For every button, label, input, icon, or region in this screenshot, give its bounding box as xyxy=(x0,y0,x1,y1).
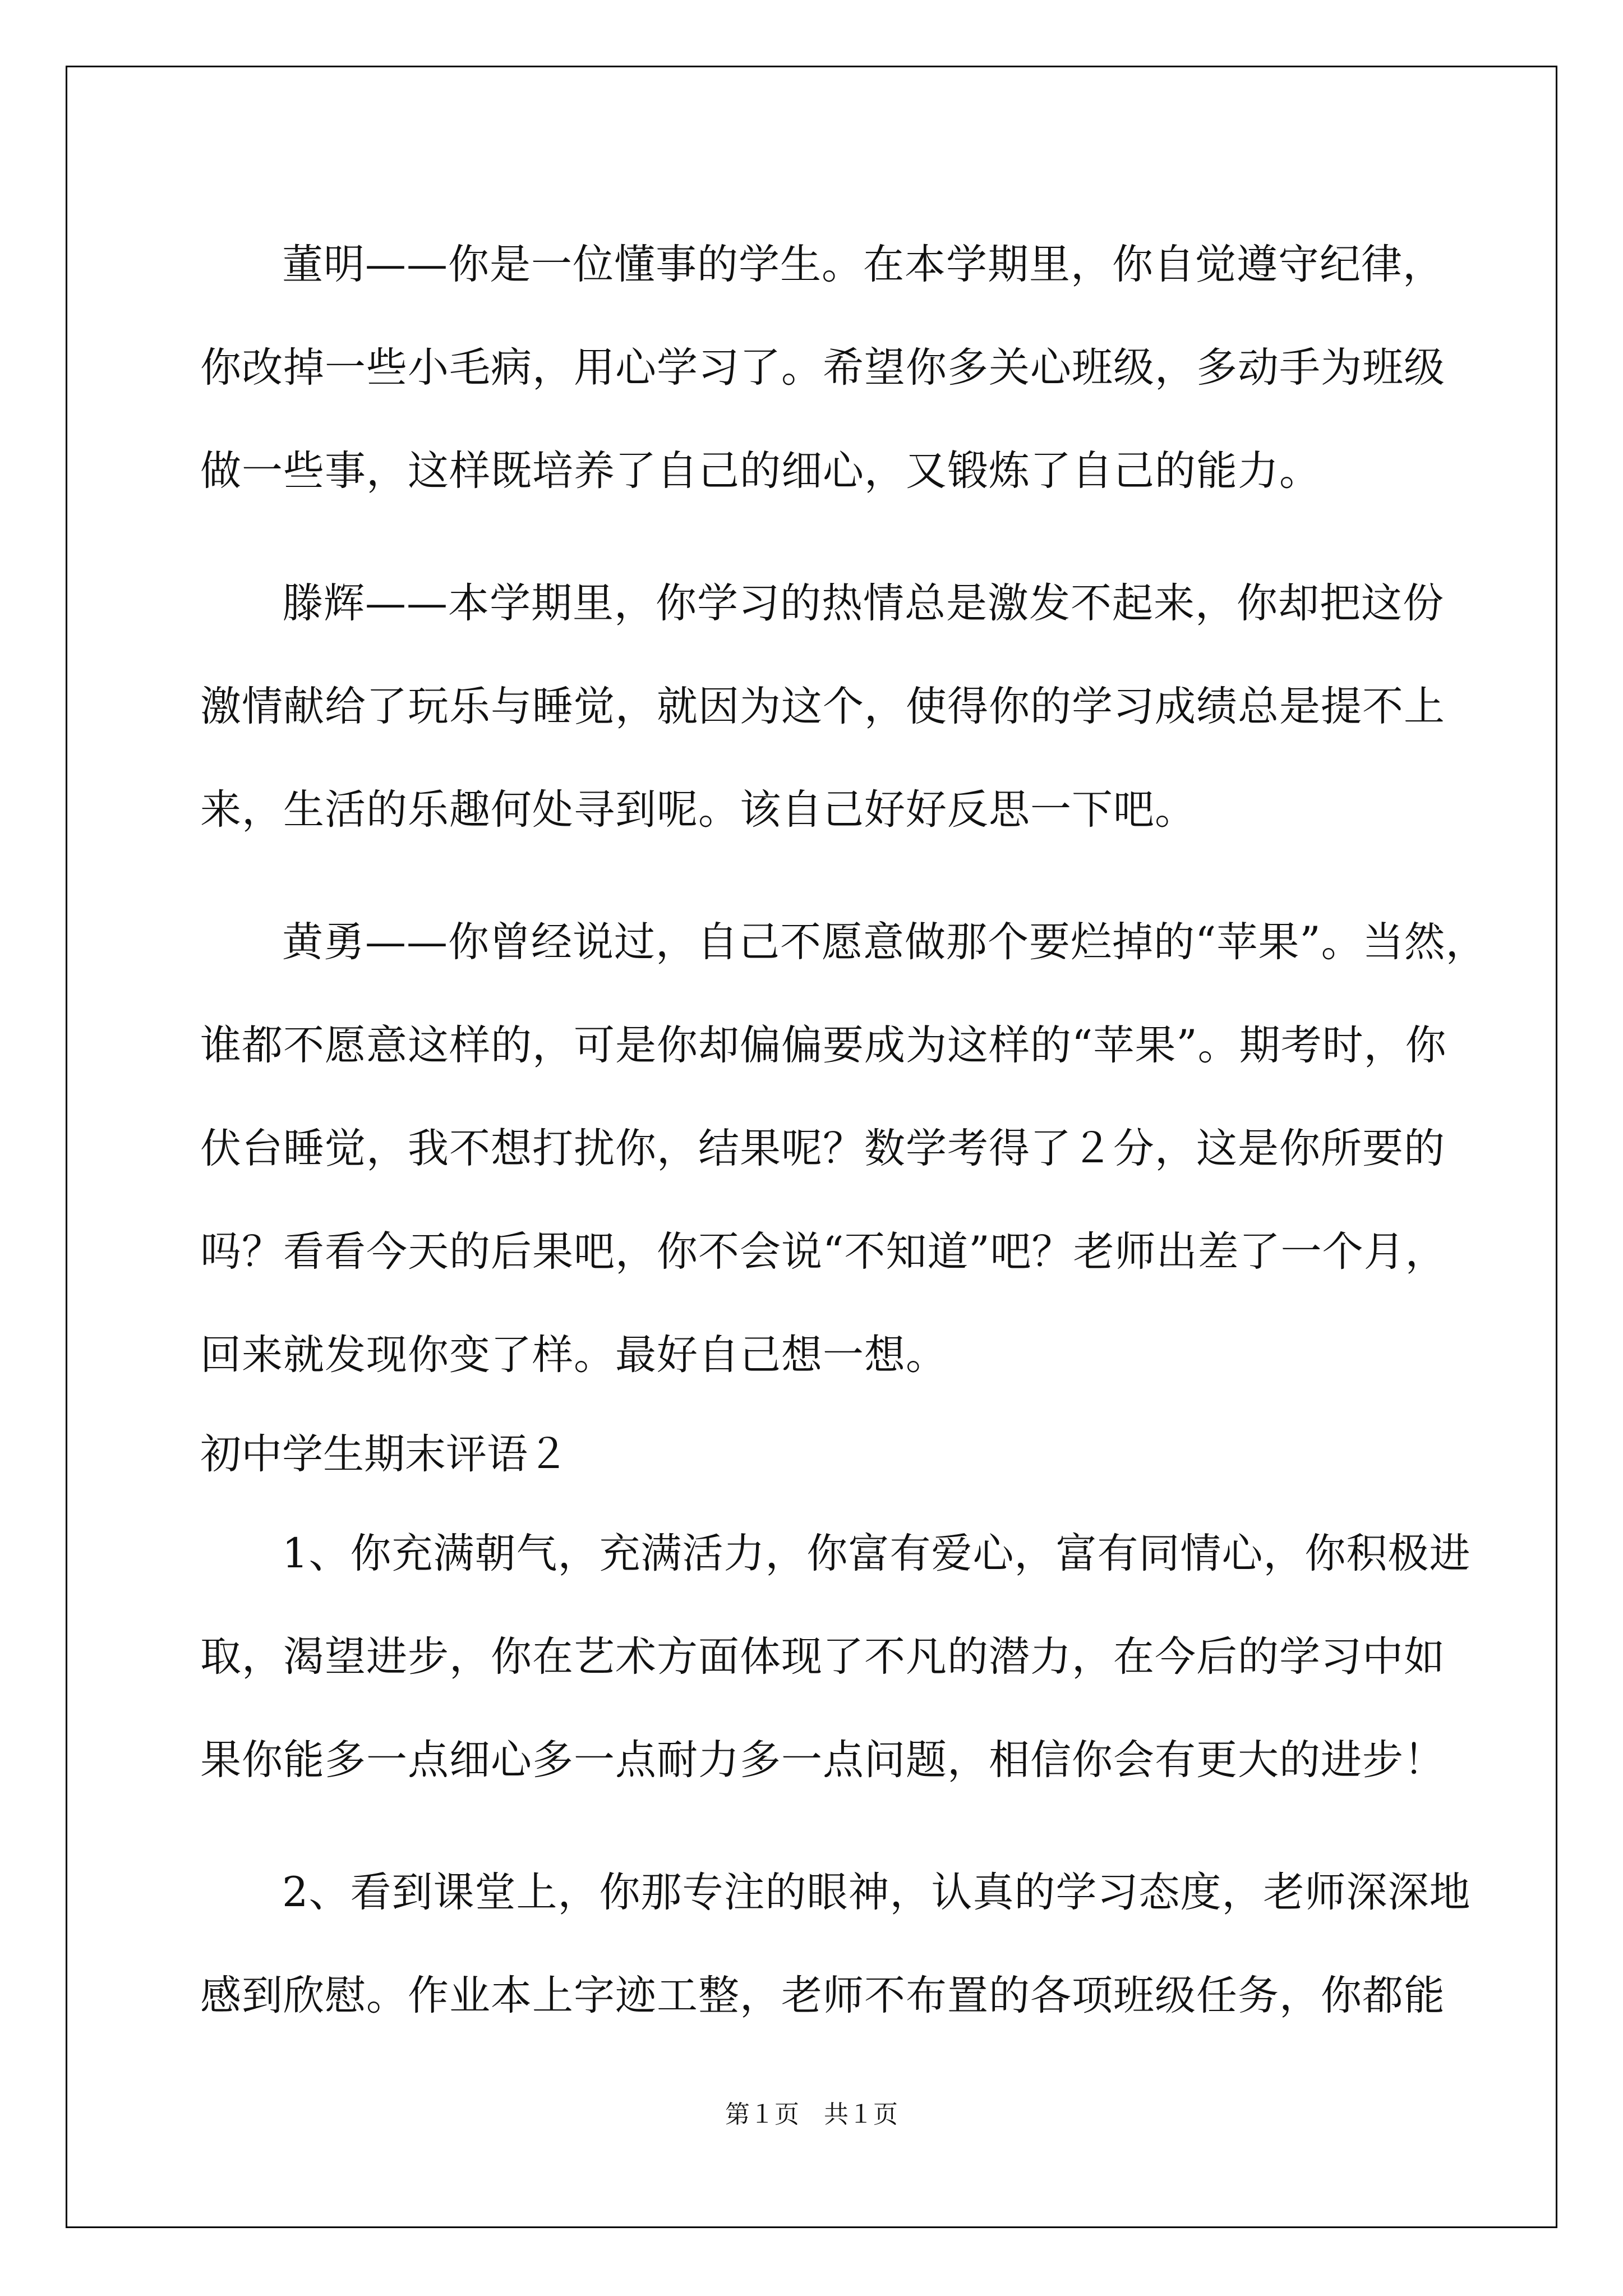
text-line: 回来就发现你变了样。最好自己想一想。 xyxy=(200,1331,947,1379)
text-line: 2、看到课堂上，你那专注的眼神，认真的学习态度，老师深深地 xyxy=(282,1869,1471,1916)
document-body xyxy=(200,213,1487,2047)
text-line: 激情献给了玩乐与睡觉，就因为这个，使得你的学习成绩总是提不上 xyxy=(200,683,1445,730)
text-line: 谁都不愿意这样的，可是你却偏偏要成为这样的“苹果”。期考时，你 xyxy=(200,1022,1447,1069)
section-heading: 初中学生期末评语２ xyxy=(200,1430,569,1478)
text-line: 取，渴望进步，你在艺术方面体现了不凡的潜力，在今后的学习中如 xyxy=(200,1633,1445,1681)
text-line: 果你能多一点细心多一点耐力多一点问题，相信你会有更大的进步！ xyxy=(200,1736,1445,1784)
text-line: 董明——你是一位懂事的学生。在本学期里，你自觉遵守纪律， xyxy=(282,241,1444,288)
text-line: 1、你充满朝气，充满活力，你富有爱心，富有同情心，你积极进 xyxy=(282,1530,1471,1577)
text-line: 黄勇——你曾经说过，自己不愿意做那个要烂掉的“苹果”。当然， xyxy=(282,918,1487,966)
text-line: 做一些事，这样既培养了自己的细心，又锻炼了自己的能力。 xyxy=(200,447,1321,495)
paragraph-huang-yong xyxy=(200,891,1487,1407)
text-line: 伏台睡觉，我不想打扰你，结果呢？数学考得了２分，这是你所要的 xyxy=(200,1125,1445,1172)
page-number-footer: 第１页 共１页 xyxy=(725,2100,898,2129)
text-line: 吗？看看今天的后果吧，你不会说“不知道”吧？老师出差了一个月， xyxy=(200,1228,1447,1276)
text-line: 滕辉——本学期里，你学习的热情总是激发不起来，你却把这份 xyxy=(282,579,1444,627)
paragraph-dong-ming xyxy=(200,213,1445,523)
text-line: 来，生活的乐趣何处寻到呢。该自己好好反思一下吧。 xyxy=(200,786,1196,834)
numbered-paragraph-1 xyxy=(200,1502,1471,1812)
paragraph-teng-hui xyxy=(200,552,1445,862)
text-line: 感到欣慰。作业本上字迹工整，老师不布置的各项班级任务，你都能 xyxy=(200,1972,1445,2019)
text-line: 你改掉一些小毛病，用心学习了。希望你多关心班级，多动手为班级 xyxy=(200,344,1445,392)
numbered-paragraph-2 xyxy=(200,1841,1471,2047)
